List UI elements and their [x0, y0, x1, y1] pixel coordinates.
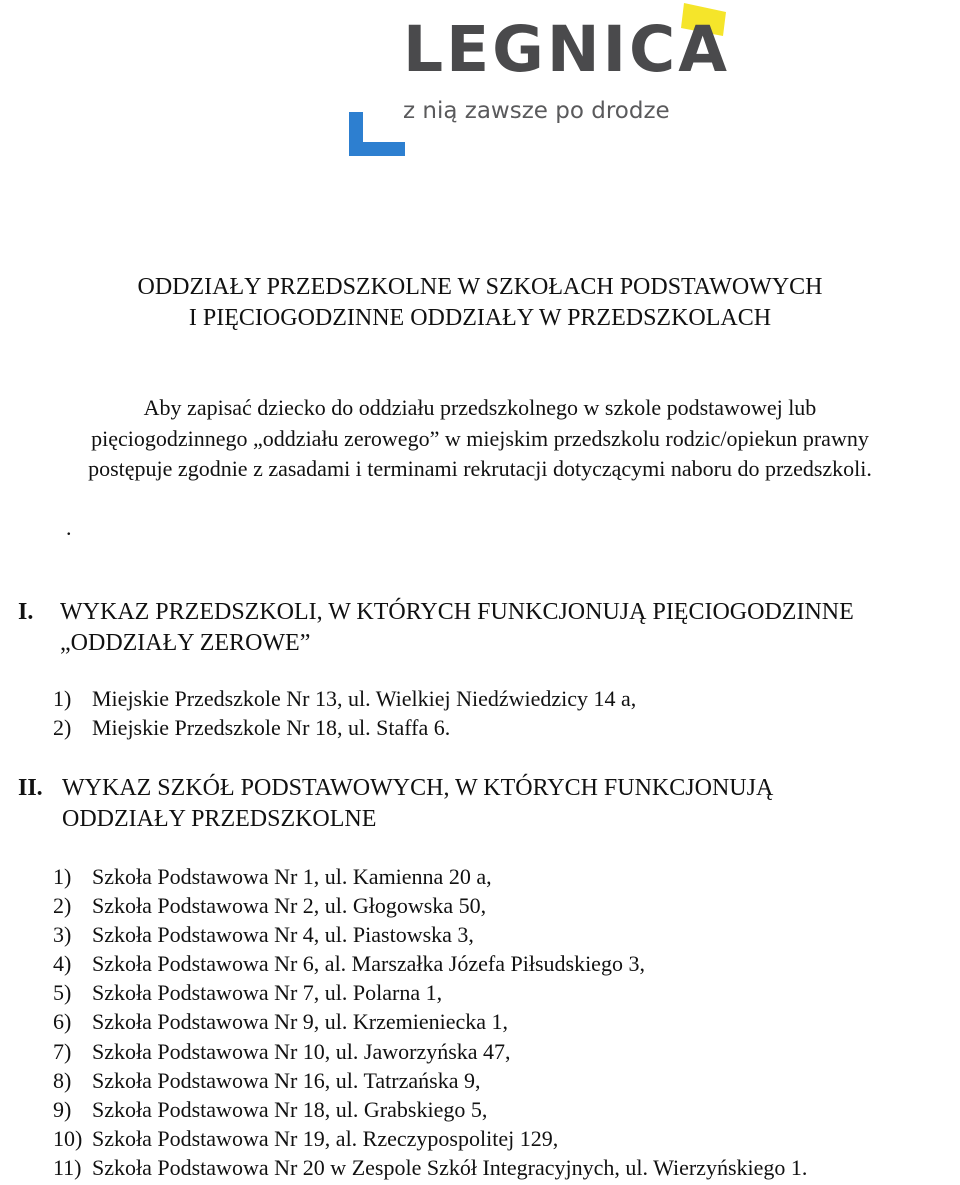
list-item — [53, 1095, 807, 1124]
title-line-2: I PIĘCIOGODZINNE ODDZIAŁY W PRZEDSZKOLACH — [188, 305, 772, 331]
list-item — [53, 1124, 807, 1153]
list-item-text: Szkoła Podstawowa Nr 16, ul. Tatrzańska 9, — [92, 1067, 481, 1093]
list-item-text: Szkoła Podstawowa Nr 1, ul. Kamienna 20 a, — [92, 864, 492, 889]
section-2-heading-line-2: ODDZIAŁY PRZEDSZKOLNE — [62, 806, 377, 832]
section-2-number: II. — [18, 775, 43, 801]
list-item-number: 5) — [53, 980, 72, 1006]
list-item — [53, 713, 636, 742]
list-item — [53, 1007, 807, 1036]
title-line-1: ODDZIAŁY PRZEDSZKOLNE W SZKOŁACH PODSTAWOWYCH — [137, 274, 823, 300]
list-item-number: 3) — [53, 922, 72, 948]
list-item-text: Szkoła Podstawowa Nr 19, al. Rzeczypospolitej 129, — [92, 1125, 559, 1151]
logo-blue-bracket-horizontal — [349, 142, 405, 156]
list-item-number: 11) — [53, 1154, 82, 1180]
list-item-text: Szkoła Podstawowa Nr 20 w Zespole Szkół Integracyjnych, ul. Wierzyńskiego 1. — [92, 1154, 808, 1180]
list-item — [53, 891, 807, 920]
school-list — [53, 862, 807, 1182]
list-item-number: 6) — [53, 1009, 72, 1035]
document-title — [0, 272, 960, 334]
list-item-number: 8) — [53, 1067, 72, 1093]
list-item-text: Miejskie Przedszkole Nr 13, ul. Wielkiej Niedźwiedzicy 14 a, — [92, 686, 637, 711]
section-1-heading — [60, 597, 854, 659]
list-item-number: 10) — [53, 1125, 83, 1151]
preschool-list — [53, 684, 636, 742]
list-item — [53, 862, 807, 891]
list-item — [53, 949, 807, 978]
list-item-text: Miejskie Przedszkole Nr 18, ul. Staffa 6. — [92, 715, 451, 741]
list-item-text: Szkoła Podstawowa Nr 7, ul. Polarna 1, — [92, 980, 443, 1006]
list-item-number: 7) — [53, 1038, 72, 1064]
section-1-number: I. — [18, 599, 34, 625]
list-item-number: 4) — [53, 951, 72, 977]
section-2-heading — [62, 773, 773, 835]
intro-line-3: postępuje zgodnie z zasadami i terminami rekrutacji dotyczącymi naboru do przedszkoli. — [88, 456, 872, 481]
logo-wordmark: LEGNICA — [403, 13, 731, 86]
logo-tagline: z nią zawsze po drodze — [403, 98, 670, 124]
list-item-text: Szkoła Podstawowa Nr 9, ul. Krzemieniecka 1, — [92, 1009, 509, 1035]
list-item-text: Szkoła Podstawowa Nr 6, al. Marszałka Józefa Piłsudskiego 3, — [92, 951, 645, 977]
list-item — [53, 1153, 807, 1182]
list-item-text: Szkoła Podstawowa Nr 18, ul. Grabskiego 5, — [92, 1096, 488, 1122]
list-item-number: 9) — [53, 1096, 72, 1122]
list-item-number: 1) — [53, 864, 72, 889]
list-item-number: 1) — [53, 686, 72, 711]
list-item-number: 2) — [53, 715, 72, 741]
list-item-text: Szkoła Podstawowa Nr 4, ul. Piastowska 3, — [92, 922, 474, 948]
list-item — [53, 920, 807, 949]
section-2-heading-line-1: WYKAZ SZKÓŁ PODSTAWOWYCH, W KTÓRYCH FUNKCJONUJĄ — [62, 775, 774, 801]
intro-paragraph — [0, 393, 960, 485]
list-item-number: 2) — [53, 893, 72, 919]
list-item-text: Szkoła Podstawowa Nr 10, ul. Jaworzyńska 47, — [92, 1038, 511, 1064]
list-item — [53, 684, 636, 713]
list-item-text: Szkoła Podstawowa Nr 2, ul. Głogowska 50, — [92, 893, 487, 919]
legnica-logo — [345, 0, 735, 165]
separator-dot: . — [66, 515, 72, 540]
intro-line-2: pięciogodzinnego „oddziału zerowego” w miejskim przedszkolu rodzic/opiekun prawny — [91, 425, 869, 451]
list-item — [53, 1037, 807, 1066]
list-item — [53, 978, 807, 1007]
section-1-heading-line-2: „ODDZIAŁY ZEROWE” — [60, 630, 311, 656]
intro-line-1: Aby zapisać dziecko do oddziału przedszkolnego w szkole podstawowej lub — [143, 395, 817, 420]
list-item — [53, 1066, 807, 1095]
section-1-heading-line-1: WYKAZ PRZEDSZKOLI, W KTÓRYCH FUNKCJONUJĄ PIĘCIOGODZINNE — [60, 599, 854, 625]
